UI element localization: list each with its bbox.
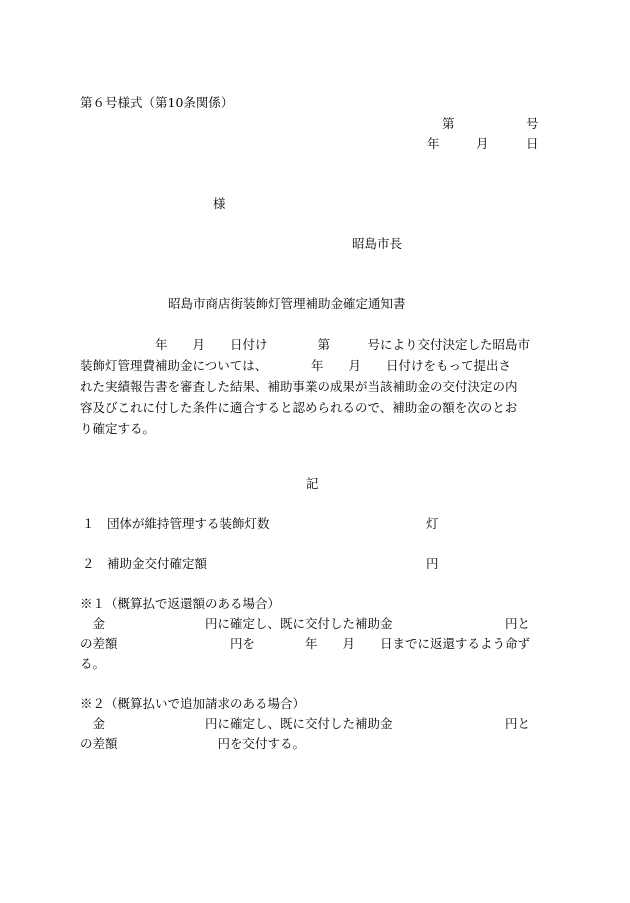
body-line: り確定する。: [80, 421, 156, 436]
issuer: 昭島市長: [352, 236, 403, 251]
ref-dai: 第: [442, 116, 455, 131]
note-line: 金 円に確定し、既に交付した補助金 円と: [80, 616, 531, 631]
date-year: 年: [427, 136, 440, 151]
note-line: の差額 円を交付する。: [80, 736, 306, 751]
addressee: 様: [213, 196, 226, 211]
date-month: 月: [476, 136, 489, 151]
item-label: ２ 補助金交付確定額: [82, 556, 208, 571]
ref-go: 号: [526, 116, 539, 131]
date-day: 日: [526, 136, 539, 151]
ki-heading: 記: [306, 476, 319, 491]
body-line: れた実績報告書を審査した結果、補助事業の成果が当該補助金の交付決定の内: [80, 379, 518, 394]
item-unit: 円: [426, 556, 439, 571]
body-line: 容及びこれに付した条件に適合すると認められるので、補助金の額を次のとお: [80, 400, 518, 415]
item-label: １ 団体が維持管理する装飾灯数: [82, 516, 270, 531]
note-line: の差額 円を 年 月 日までに返還するよう命ず: [80, 636, 531, 651]
note-line: る。: [80, 656, 106, 671]
note-heading: ※２（概算払いで追加請求のある場合）: [80, 696, 306, 711]
note-line: 金 円に確定し、既に交付した補助金 円と: [80, 716, 531, 731]
note-heading: ※１（概算払で返還額のある場合）: [80, 596, 281, 611]
body-line: 年 月 日付け 第 号により交付決定した昭島市: [80, 337, 531, 352]
form-label: 第６号様式（第10条関係）: [80, 95, 234, 110]
body-line: 装飾灯管理費補助金については、 年 月 日付けをもって提出さ: [80, 358, 512, 373]
item-unit: 灯: [426, 516, 439, 531]
document-title: 昭島市商店街装飾灯管理補助金確定通知書: [168, 296, 406, 311]
